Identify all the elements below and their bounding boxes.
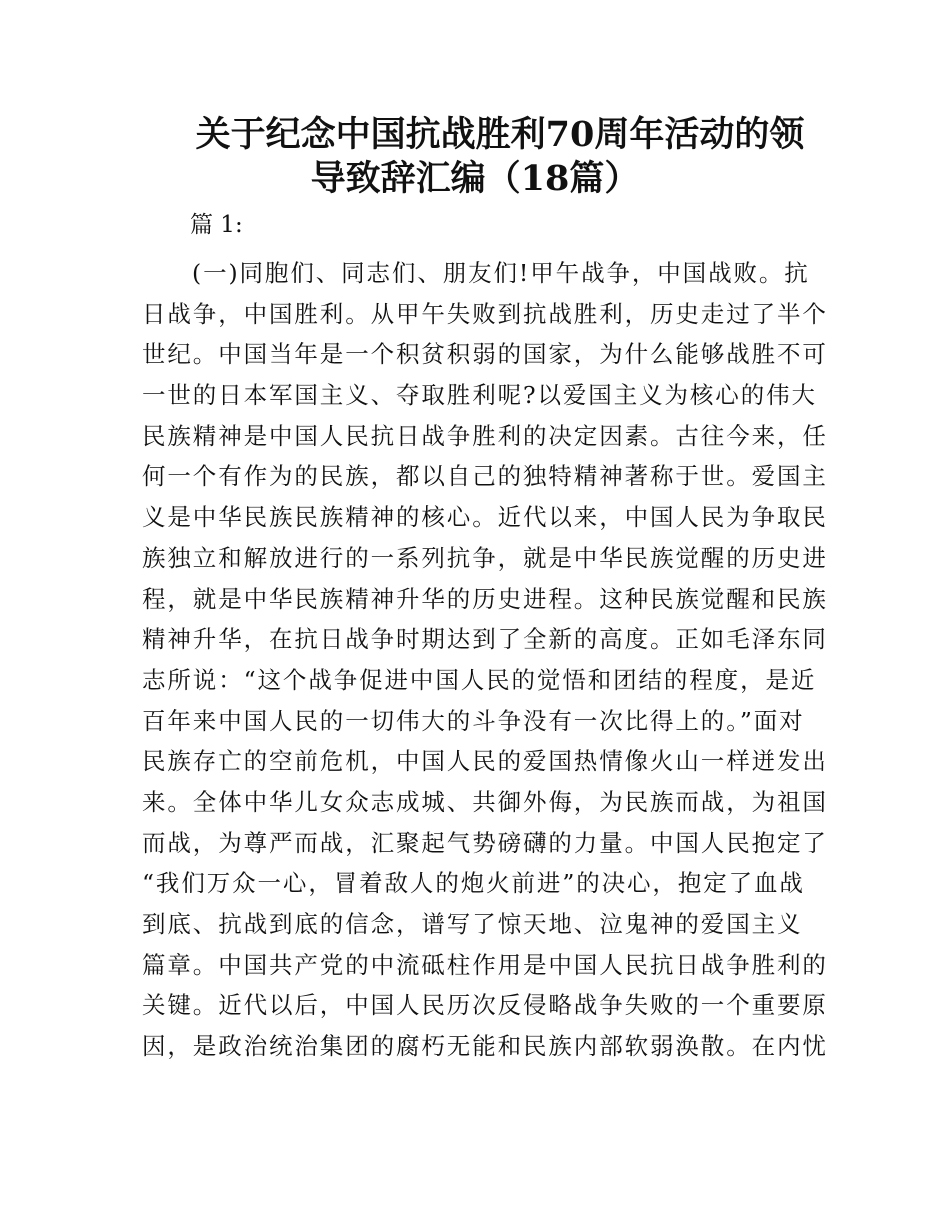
body-line: 族独立和解放进行的一系列抗争，就是中华民族觉醒的历史进 <box>142 543 828 572</box>
body-line: 日战争，中国胜利。从甲午失败到抗战胜利，历史走过了半个 <box>142 299 828 328</box>
body-line: 因，是政治统治集团的腐朽无能和民族内部软弱涣散。在内忧 <box>142 1032 828 1061</box>
body-line: 百年来中国人民的一切伟大的斗争没有一次比得上的。”面对 <box>142 706 805 735</box>
body-line: 民族存亡的空前危机，中国人民的爱国热情像火山一样迸发出 <box>142 747 828 776</box>
body-line: 而战，为尊严而战，汇聚起气势磅礴的力量。中国人民抱定了 <box>142 828 828 857</box>
body-line: “我们万众一心，冒着敌人的炮火前进”的决心，抱定了血战 <box>142 869 805 898</box>
body-line: 世纪。中国当年是一个积贫积弱的国家，为什么能够战胜不可 <box>142 340 828 369</box>
body-line: 篇章。中国共产党的中流砥柱作用是中国人民抗日战争胜利的 <box>142 950 828 979</box>
body-line: 义是中华民族民族精神的核心。近代以来，中国人民为争取民 <box>142 503 828 532</box>
body-line: 程，就是中华民族精神升华的历史进程。这种民族觉醒和民族 <box>142 584 828 613</box>
body-line: 一世的日本军国主义、夺取胜利呢?以爱国主义为核心的伟大 <box>142 381 817 410</box>
body-line: 精神升华，在抗日战争时期达到了全新的高度。正如毛泽东同 <box>142 625 828 654</box>
document-title-line-2: 导致辞汇编（18篇） <box>310 158 640 199</box>
body-line: 何一个有作为的民族，都以自己的独特精神著称于世。爱国主 <box>142 462 828 491</box>
body-line: 关键。近代以后，中国人民历次反侵略战争失败的一个重要原 <box>142 991 828 1020</box>
body-line: (一)同胞们、同志们、朋友们!甲午战争，中国战败。抗 <box>192 259 810 287</box>
document-title-line-1: 关于纪念中国抗战胜利70周年活动的领 <box>195 114 805 155</box>
body-line: 民族精神是中国人民抗日战争胜利的决定因素。古往今来，任 <box>142 421 828 450</box>
body-line: 到底、抗战到底的信念，谱写了惊天地、泣鬼神的爱国主义 <box>142 910 803 938</box>
section-label: 篇 1: <box>190 212 243 238</box>
body-line: 来。全体中华儿女众志成城、共御外侮，为民族而战，为祖国 <box>142 787 828 816</box>
body-line: 志所说：“这个战争促进中国人民的觉悟和团结的程度，是近 <box>142 665 817 694</box>
body-text <box>142 253 828 1067</box>
